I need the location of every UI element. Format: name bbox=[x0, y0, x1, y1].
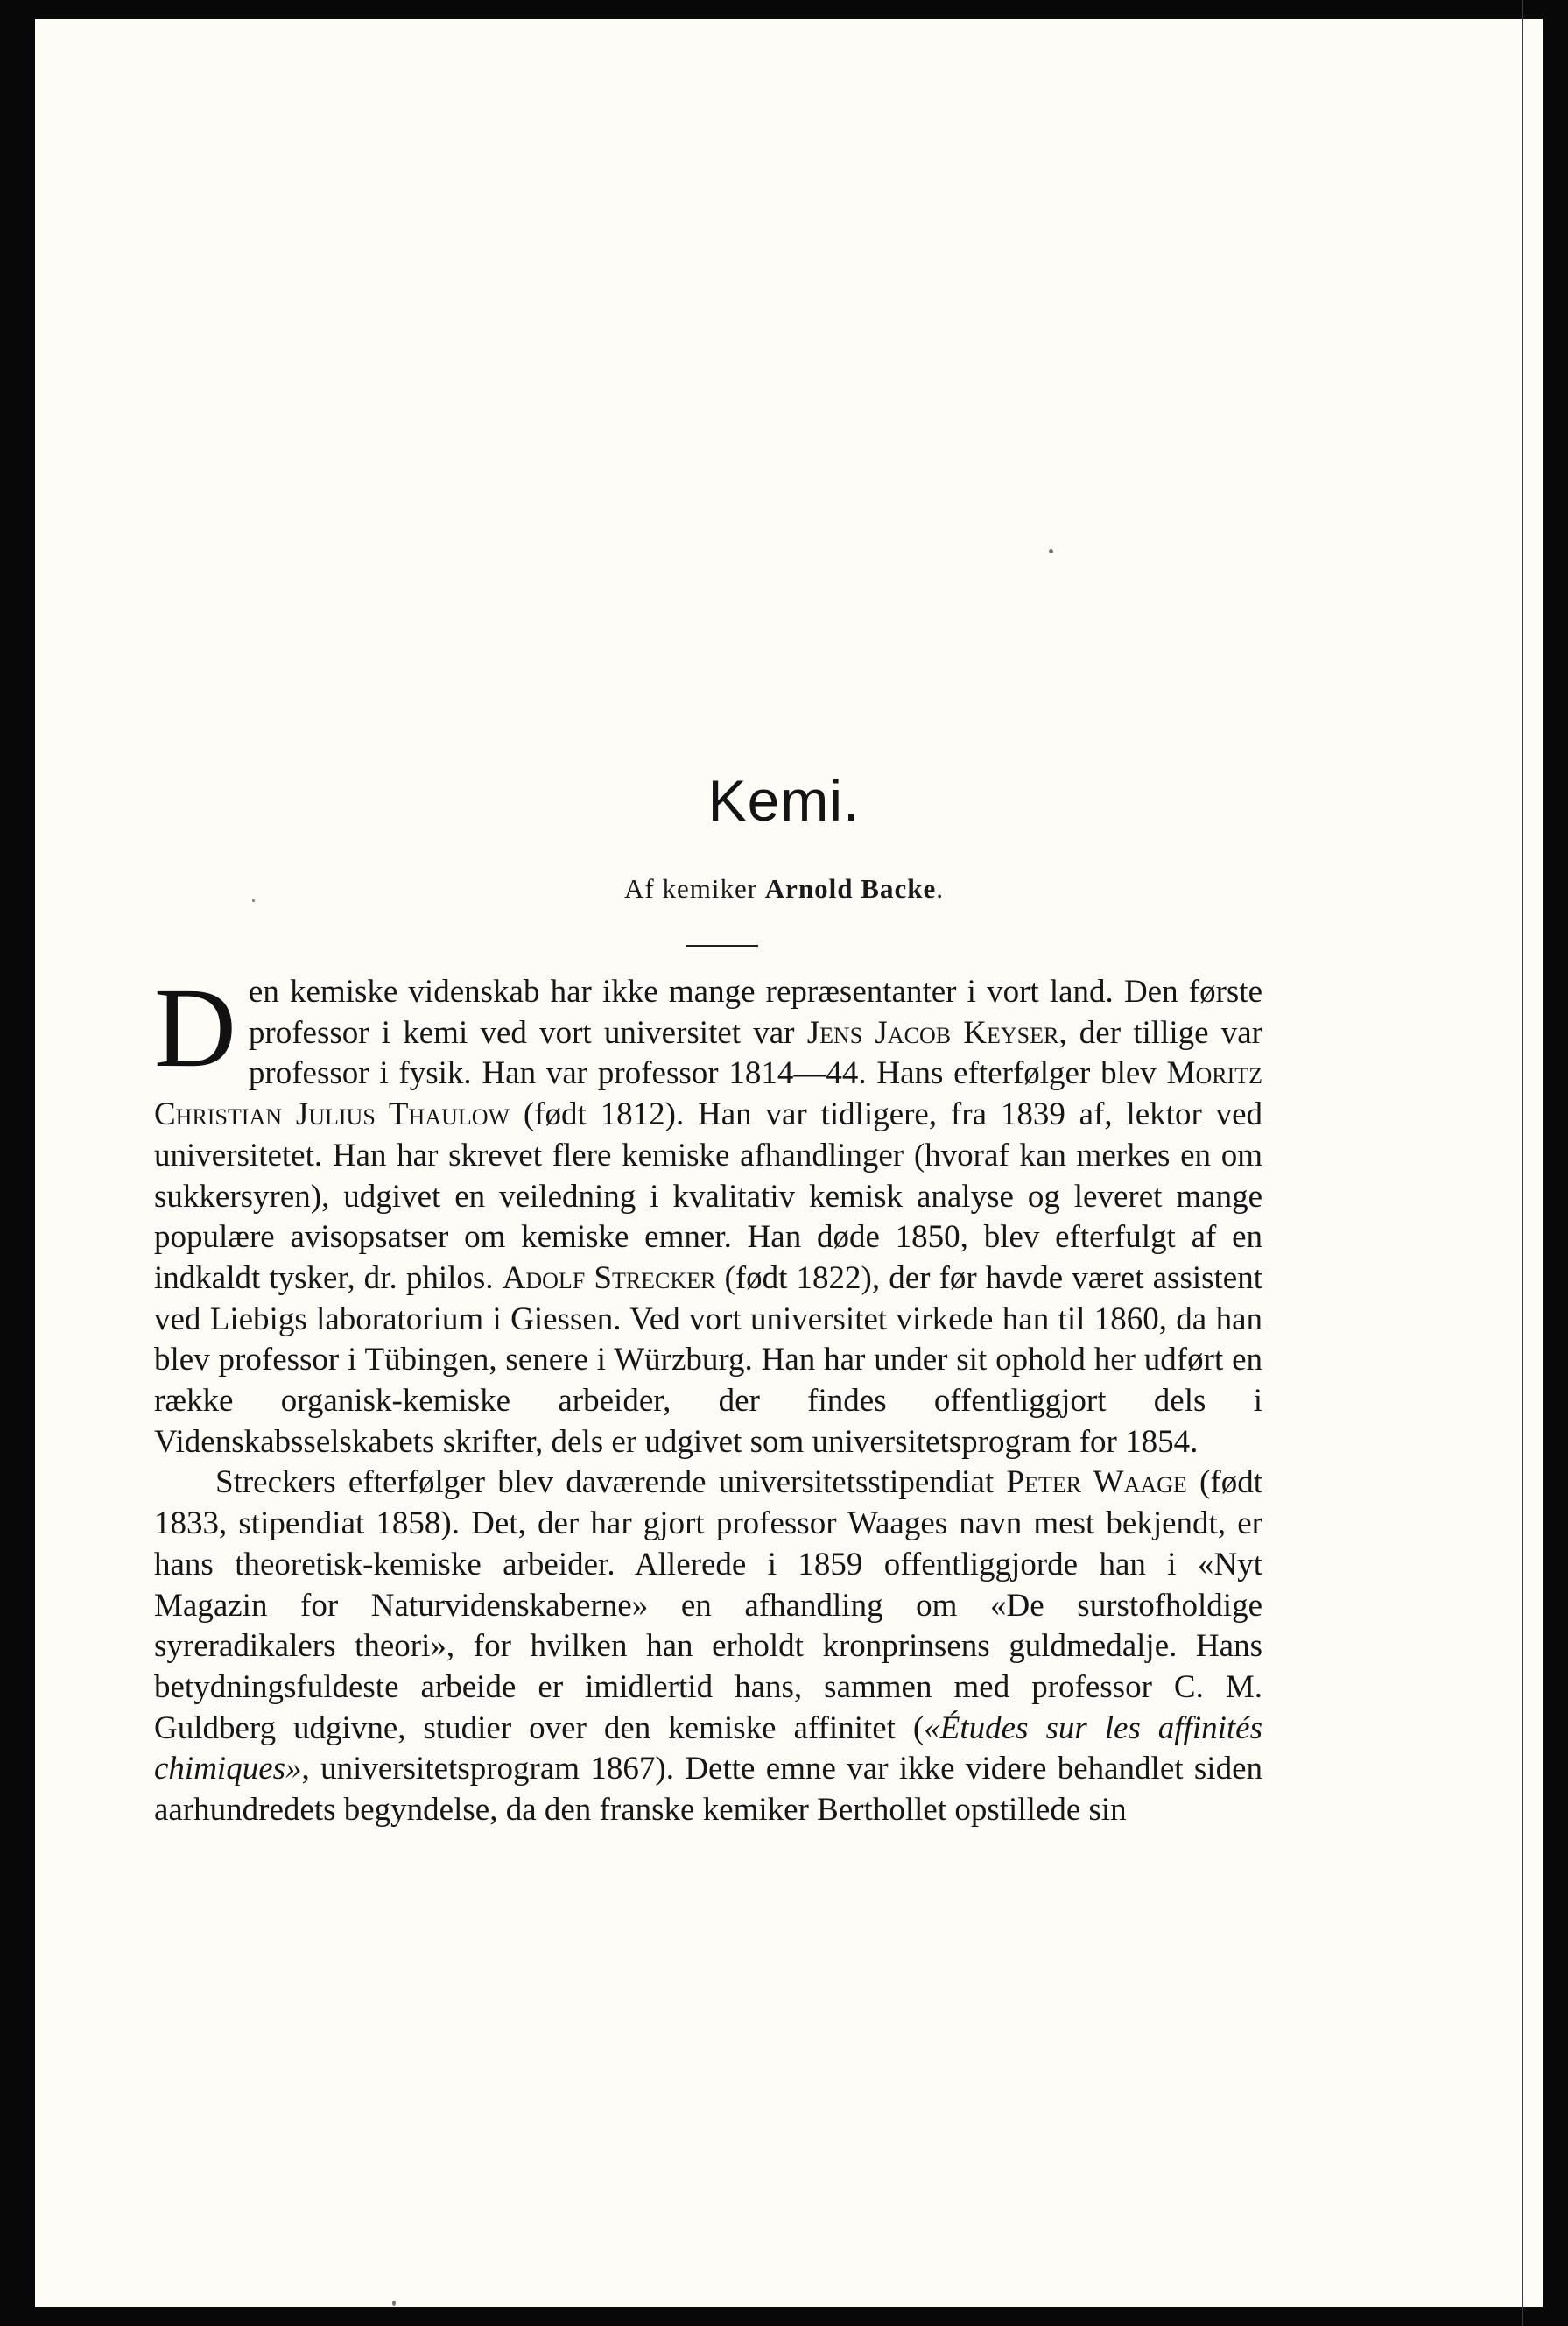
italic-title: «Études sur les affinités chimiques» bbox=[154, 1709, 1262, 1787]
byline-prefix: Af kemiker bbox=[624, 873, 758, 904]
paragraph-2 bbox=[154, 1463, 1262, 1830]
text-run: , der tillige var professor i fysik. Han var professor 1814—44. Hans efterfølger blev bbox=[248, 1014, 1262, 1092]
dust-speck bbox=[392, 2301, 396, 2306]
person-name: Adolf Strecker bbox=[502, 1259, 716, 1296]
byline bbox=[0, 873, 1568, 905]
author-name: Arnold Backe bbox=[764, 873, 937, 904]
dust-speck bbox=[1049, 549, 1053, 553]
person-name: Jens Jacob Keyser bbox=[806, 1014, 1059, 1051]
text-run: , universitetsprogram 1867). Dette emne var ikke videre behandlet siden aarhundredets begyndelse, da den franske kemiker Berthollet opstillede sin bbox=[154, 1751, 1262, 1829]
text-run: (født 1822), der før havde været assistent ved Liebigs laboratorium i Giessen. Ved vort universitet virkede han til 1860, da han blev professor i Tübingen, senere i Würzburg. Han har under sit ophold her udført en række organisk-kemiske arbeider, der findes offentliggjort dels i Videnskabsselskabets skrifter, dels er udgivet som universitetsprogram for 1854. bbox=[154, 1259, 1262, 1460]
text-run: en kemiske videnskab har ikke mange repræsentanter i vort land. Den første professor i kemi ved vort universitet var bbox=[248, 974, 1262, 1051]
drop-cap: D bbox=[154, 965, 236, 1091]
text-run: (født 1833, stipendiat 1858). Det, der har gjort professor Waages navn mest bekjendt, er hans theoretisk-kemiske arbeider. Allerede i 1859 offentliggjorde han i «Nyt Magazin for Naturvidenskaberne» en afhandling om «De surstofholdige syreradikalers theori», for hvilken han erholdt kronprinsens guldmedalje. Hans betydningsfuldeste arbeide er imidlertid hans, sammen med professor C. M. Guldberg udgivne, studier over den kemiske affinitet ( bbox=[154, 1464, 1262, 1746]
byline-period: . bbox=[936, 873, 944, 904]
person-name: Peter Waage bbox=[1006, 1464, 1187, 1501]
article-body bbox=[154, 965, 1263, 1831]
chapter-title: Kemi. bbox=[707, 768, 861, 833]
text-run: Streckers efterfølger blev daværende universitetsstipendiat bbox=[215, 1464, 1007, 1501]
text-run: (født 1812). Han var tidligere, fra 1839 af, lektor ved universitetet. Han har skrevet flere kemiske afhandlinger (hvoraf kan merkes en om sukkersyren), udgivet en veiledning i kvalitativ kemisk analyse og leveret mange populære avisopsatser om kemiske emner. Han døde 1850, blev efterfulgt af en indkaldt tysker, dr. philos. bbox=[154, 1096, 1263, 1296]
person-name: Moritz Christian Julius Thaulow bbox=[154, 1055, 1262, 1133]
page-edge-line bbox=[1522, 0, 1523, 2326]
paragraph-1 bbox=[154, 965, 1263, 1463]
title-divider bbox=[686, 945, 758, 947]
